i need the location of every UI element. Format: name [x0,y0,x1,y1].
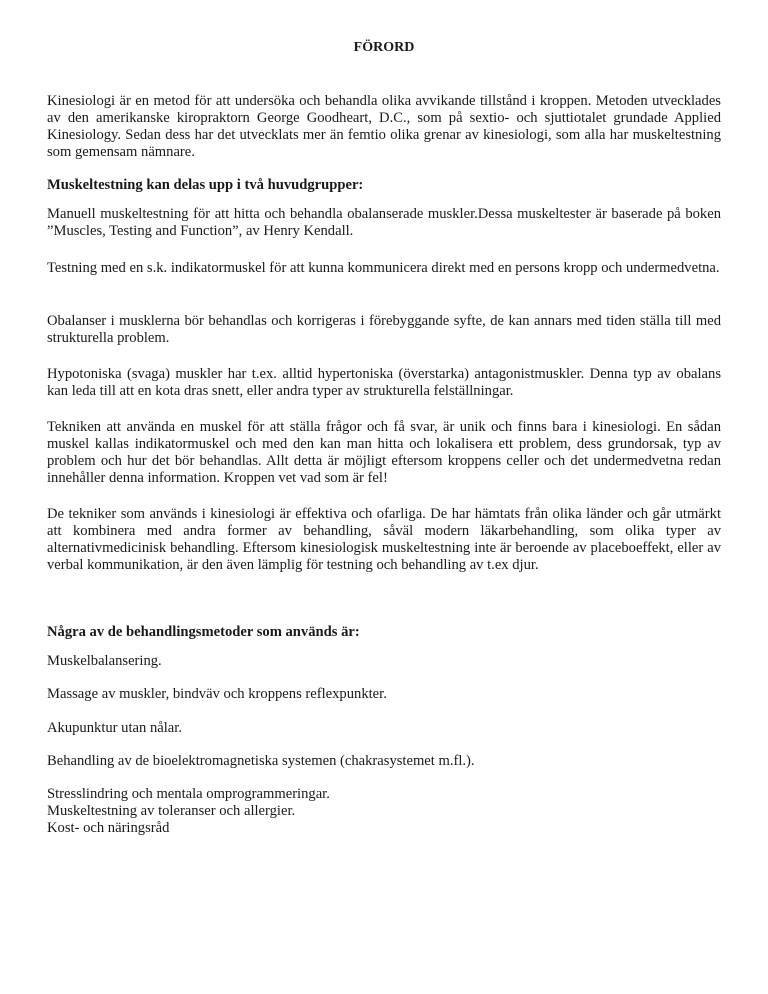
list-item: Muskeltestning av toleranser och allergier. [47,803,296,819]
list-item: Massage av muskler, bindväv och kroppens reflexpunkter. [47,686,387,702]
section-heading-treatment-methods: Några av de behandlingsmetoder som används är: [47,624,360,640]
list-item: Stresslindring och mentala omprogrammeringar. [47,786,330,802]
paragraph-imbalances: Obalanser i musklerna bör behandlas och korrigeras i förebyggande syfte, de kan annars med tiden ställa till med strukturella problem. [47,313,721,346]
paragraph-technique: Tekniken att använda en muskel för att ställa frågor och få svar, är unik och finns bara i kinesiologi. En sådan muskel kallas indikatormuskel och med den kan man hitta och lokalisera ett problem, dess grundorsak, typ av problem och hur det bör behandlas. Allt detta är möjligt eftersom kroppens celler och det undermedvetna redan innehåller denna information. Kroppen vet vad som är fel! [47,419,721,486]
intro-paragraph: Kinesiologi är en metod för att undersöka och behandla olika avvikande tillstånd i kroppen. Metoden utvecklades av den amerikanske kiropraktorn George Goodheart, D.C., som på sextio- och sjuttiotalet grundade Applied Kinesiology. Sedan dess har det utvecklats mer än femtio olika grenar av kinesiologi, som alla har muskeltestning som gemensam nämnare. [47,93,721,160]
list-item: Muskelbalansering. [47,653,162,669]
section-heading-muscle-testing: Muskeltestning kan delas upp i två huvudgrupper: [47,177,364,193]
paragraph-manual-testing: Manuell muskeltestning för att hitta och behandla obalanserade muskler.Dessa muskeltester är baserade på boken ”Muscles, Testing and Function”, av Henry Kendall. [47,206,721,239]
paragraph-safety: De tekniker som används i kinesiologi är effektiva och ofarliga. De har hämtats från olika länder och går utmärkt att kombinera med andra former av behandling, såväl modern läkarbehandling, som olika typer av alternativmedicinisk behandling. Eftersom kinesiologisk muskeltestning inte är beroende av placeboeffekt, eller av verbal kommunikation, är den även lämplig för testning och behandling av t.ex djur. [47,506,721,573]
paragraph-indicator-muscle: Testning med en s.k. indikatormuskel för att kunna kommunicera direkt med en persons kropp och undermedvetna. [47,260,720,276]
list-item: Kost- och näringsråd [47,820,170,836]
list-item: Akupunktur utan nålar. [47,720,182,736]
list-item: Behandling av de bioelektromagnetiska systemen (chakrasystemet m.fl.). [47,753,475,769]
page-title: FÖRORD [353,40,415,55]
paragraph-hypotonic: Hypotoniska (svaga) muskler har t.ex. alltid hypertoniska (överstarka) antagonistmuskler. Denna typ av obalans kan leda till att en kota dras snett, eller andra typer av strukturella felställningar. [47,366,721,399]
